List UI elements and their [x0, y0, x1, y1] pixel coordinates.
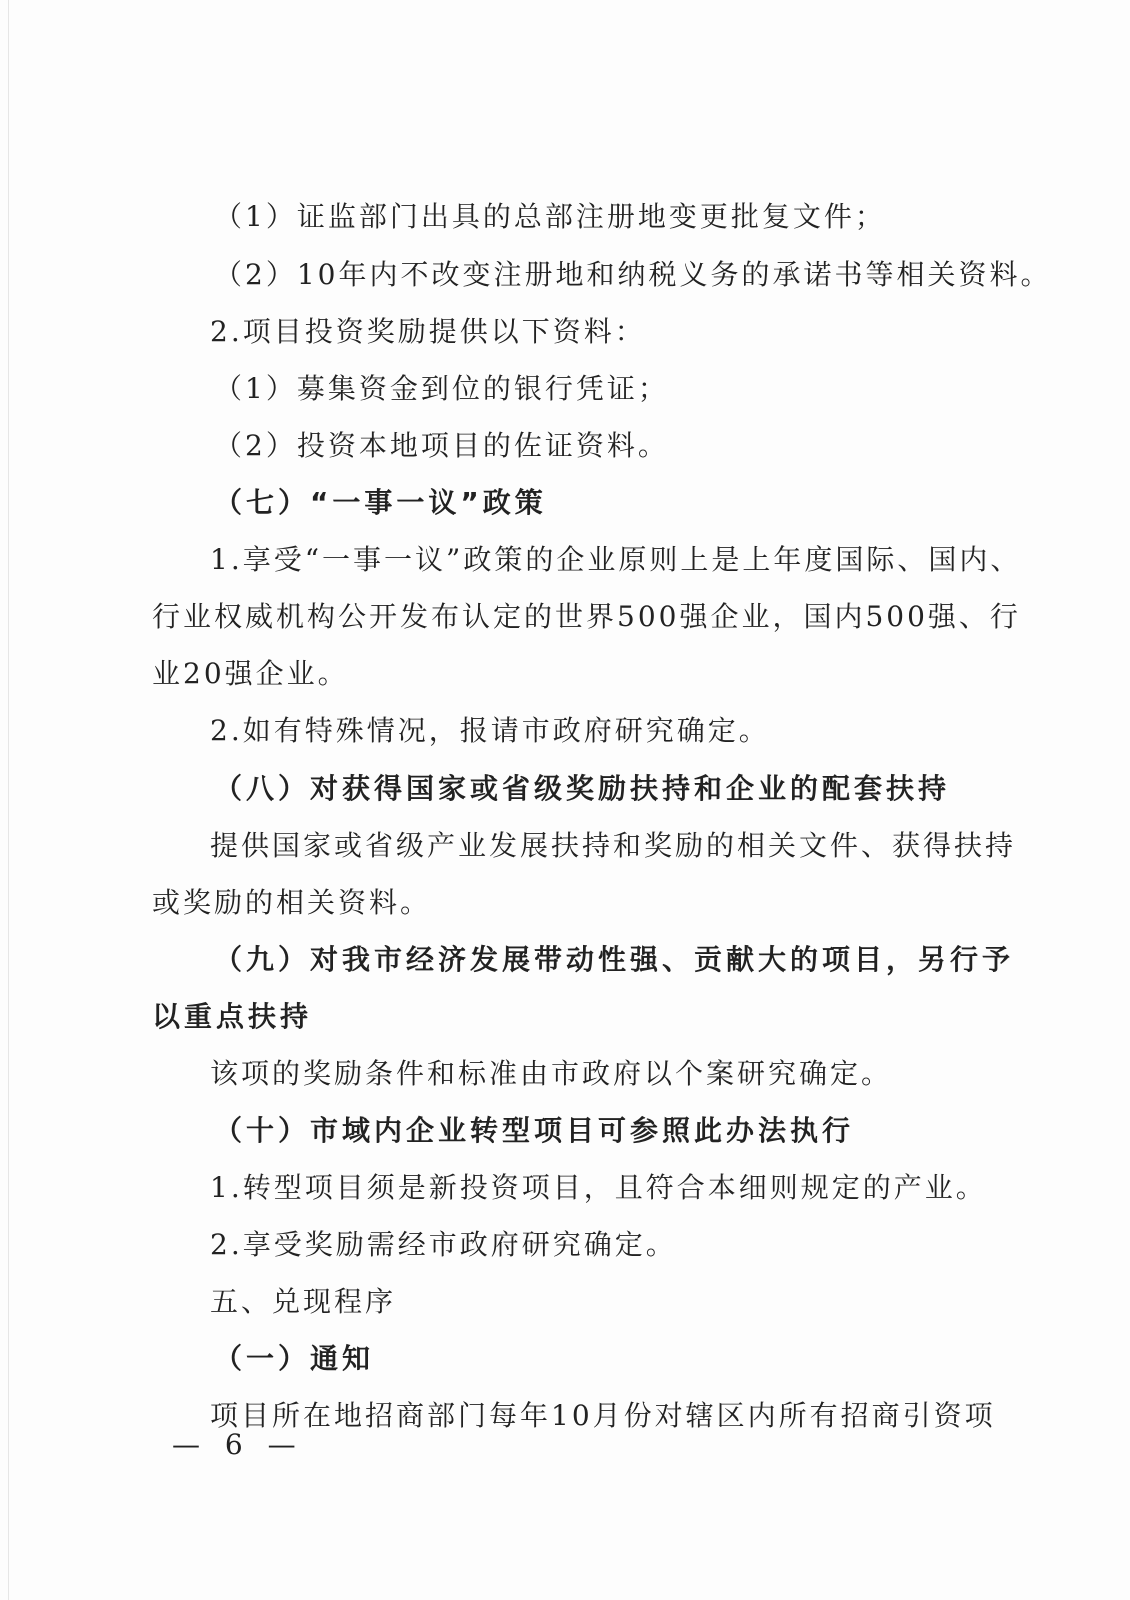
text-line: 1.享受“一事一议”政策的企业原则上是上年度国际、国内、: [210, 543, 1022, 576]
text-line: 该项的奖励条件和标准由市政府以个案研究确定。: [210, 1057, 893, 1090]
text-line: 业20强企业。: [152, 657, 349, 690]
text-line: 或奖励的相关资料。: [152, 886, 432, 919]
text-line: 项目所在地招商部门每年10月份对辖区内所有招商引资项: [210, 1399, 996, 1432]
text-line: 2.如有特殊情况，报请市政府研究确定。: [210, 714, 770, 747]
text-line: 提供国家或省级产业发展扶持和奖励的相关文件、获得扶持: [210, 829, 1017, 862]
text-line: 2.项目投资奖励提供以下资料：: [210, 315, 646, 348]
chapter-heading: 五、兑现程序: [210, 1285, 397, 1318]
text-line: 1.转型项目须是新投资项目，且符合本细则规定的产业。: [210, 1171, 987, 1204]
section-heading: （九）对我市经济发展带动性强、贡献大的项目，另行予: [214, 943, 1015, 976]
text-line: 行业权威机构公开发布认定的世界500强企业，国内500强、行: [152, 600, 1021, 633]
section-heading: （七）“一事一议”政策: [214, 486, 547, 519]
text-line: 2.享受奖励需经市政府研究确定。: [210, 1228, 677, 1261]
scan-edge-line: [8, 0, 9, 1600]
page-number: — 6 —: [172, 1428, 304, 1461]
text-line: （2）10年内不改变注册地和纳税义务的承诺书等相关资料。: [214, 258, 1052, 291]
section-heading: （十）市域内企业转型项目可参照此办法执行: [214, 1114, 855, 1147]
text-line: （1）证监部门出具的总部注册地变更批复文件；: [214, 200, 886, 233]
text-line: （2）投资本地项目的佐证资料。: [214, 429, 669, 462]
section-heading: 以重点扶持: [152, 1000, 313, 1033]
section-heading: （一）通知: [214, 1342, 375, 1375]
text-line: （1）募集资金到位的银行凭证；: [214, 372, 669, 405]
section-heading: （八）对获得国家或省级奖励扶持和企业的配套扶持: [214, 772, 951, 805]
